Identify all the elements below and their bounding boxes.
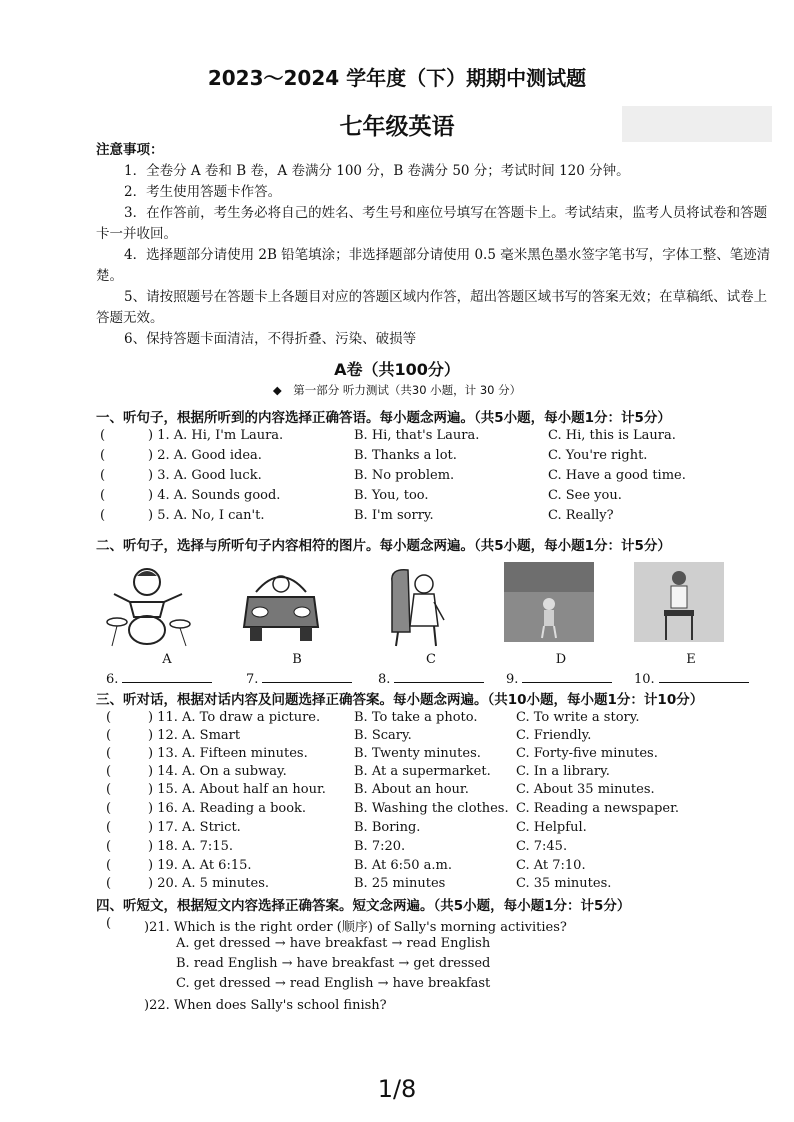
part-a-heading: A卷（共100分） — [334, 360, 460, 379]
notice-item: 1．全卷分 A 卷和 B 卷，A 卷满分 100 分，B 卷满分 50 分；考试时间 120 分钟。 — [124, 163, 630, 179]
picture-label: D — [555, 652, 567, 667]
option-a: ) 16. A. Reading a book. — [148, 801, 307, 816]
page-number: 1/8 — [377, 1075, 417, 1103]
option-b: B. I'm sorry. — [354, 508, 434, 523]
picture-d-photo — [504, 562, 594, 647]
option-a: ) 2. A. Good idea. — [148, 448, 262, 463]
picture-a-drummer — [102, 562, 192, 647]
exam-subtitle: 七年级英语 — [339, 114, 455, 140]
section-3-heading: 三、听对话，根据对话内容及问题选择正确答案。每小题念两遍。（共10小题，每小题1分：计10分） — [96, 692, 704, 708]
question-row: ( ) 13. A. Fifteen minutes. B. Twenty minutes. C. Forty-five minutes. — [106, 746, 658, 761]
notice-heading: 注意事项： — [96, 142, 164, 158]
question-row: ( ) 11. A. To draw a picture. B. To take a photo. C. To write a story. — [106, 710, 640, 725]
option-c: C. Forty-five minutes. — [516, 746, 658, 761]
question-row: ( ) 3. A. Good luck. B. No problem. C. Have a good time. — [100, 468, 686, 483]
notice-item: 2．考生使用答题卡作答。 — [124, 184, 282, 200]
option-c: C. Helpful. — [516, 820, 587, 835]
option-a: A. get dressed → have breakfast → read English — [176, 936, 491, 951]
option-b: B. At 6:50 a.m. — [354, 858, 453, 873]
option-c: C. Hi, this is Laura. — [548, 428, 676, 443]
answer-blank[interactable]: 10. — [634, 670, 749, 687]
question-row: ( ) 17. A. Strict. B. Boring. C. Helpful. — [106, 820, 587, 835]
notice-item: 4．选择题部分请使用 2B 铅笔填涂；非选择题部分请使用 0.5 毫米黑色墨水签字笔书写，字体工整、笔迹清楚。 — [96, 247, 771, 284]
option-b: B. To take a photo. — [354, 710, 478, 725]
answer-blank[interactable]: 8. — [378, 670, 484, 687]
picture-b-car — [236, 562, 326, 647]
option-b: B. Hi, that's Laura. — [354, 428, 480, 443]
option-a: ) 11. A. To draw a picture. — [148, 710, 321, 725]
option-b: B. No problem. — [354, 468, 455, 483]
option-a: ) 13. A. Fifteen minutes. — [148, 746, 308, 761]
notice-block — [96, 140, 776, 350]
notice-item: 5、请按照题号在答题卡上各题目对应的答题区域内作答，超出答题区域书写的答案无效；在草稿纸、试卷上答题无效。 — [96, 289, 768, 326]
option-c: C. To write a story. — [516, 710, 640, 725]
question-21: ( )21. Which is the right order (顺序) of Sally's morning activities? — [106, 916, 567, 935]
option-b: B. Boring. — [354, 820, 421, 835]
answer-blank[interactable]: 6. — [106, 670, 212, 687]
option-a: ) 18. A. 7:15. — [148, 839, 233, 854]
option-c: C. Friendly. — [516, 728, 592, 743]
question-row: ( ) 5. A. No, I can't. B. I'm sorry. C. Really? — [100, 508, 614, 523]
option-a: ) 5. A. No, I can't. — [148, 508, 265, 523]
option-b: B. read English → have breakfast → get dressed — [176, 956, 491, 971]
question-text: )21. Which is the right order (顺序) of Sally's morning activities? — [144, 920, 567, 935]
answer-blank[interactable]: 7. — [246, 670, 352, 687]
option-c: C. get dressed → read English → have breakfast — [176, 976, 491, 991]
option-b: B. At a supermarket. — [354, 764, 491, 779]
option-a: ) 4. A. Sounds good. — [148, 488, 281, 503]
question-row: ( ) 1. A. Hi, I'm Laura. B. Hi, that's Laura. C. Hi, this is Laura. — [100, 428, 676, 443]
option-a: ) 19. A. At 6:15. — [148, 858, 252, 873]
option-b: B. 25 minutes — [354, 876, 446, 891]
option-a: ) 3. A. Good luck. — [148, 468, 262, 483]
option-a: ) 14. A. On a subway. — [148, 764, 287, 779]
option-c: C. Have a good time. — [548, 468, 686, 483]
picture-label: B — [292, 652, 302, 667]
question-text: )22. When does Sally's school finish? — [144, 998, 387, 1013]
question-row: ( ) 18. A. 7:15. B. 7:20. C. 7:45. — [106, 839, 568, 854]
answer-blank[interactable]: 9. — [506, 670, 612, 687]
question-row: ( ) 14. A. On a subway. B. At a supermarket. C. In a library. — [106, 764, 610, 779]
question-row: ( ) 19. A. At 6:15. B. At 6:50 a.m. C. At 7:10. — [106, 858, 586, 873]
question-row: ( ) 16. A. Reading a book. B. Washing the clothes. C. Reading a newspaper. — [106, 801, 680, 816]
option-b: B. Twenty minutes. — [354, 746, 481, 761]
option-c: C. About 35 minutes. — [516, 782, 655, 797]
option-a: ) 12. A. Smart — [148, 728, 241, 743]
option-c: C. See you. — [548, 488, 622, 503]
picture-label: A — [162, 652, 172, 667]
question-row: ( ) 20. A. 5 minutes. B. 25 minutes C. 35 minutes. — [106, 876, 612, 891]
section-1-heading: 一、听句子，根据所听到的内容选择正确答语。每小题念两遍。（共5小题，每小题1分：计5分） — [96, 410, 671, 426]
option-b: B. You, too. — [354, 488, 429, 503]
section-4-heading: 四、听短文，根据短文内容选择正确答案。短文念两遍。（共5小题，每小题1分：计5分） — [96, 898, 631, 914]
option-c: C. You're right. — [548, 448, 648, 463]
option-c: C. 7:45. — [516, 839, 568, 854]
option-a: ) 17. A. Strict. — [148, 820, 241, 835]
section-2-heading: 二、听句子，选择与所听句子内容相符的图片。每小题念两遍。（共5小题，每小题1分：计5分） — [96, 538, 671, 554]
option-c: C. In a library. — [516, 764, 610, 779]
picture-e-photo — [634, 562, 724, 647]
option-b: B. About an hour. — [354, 782, 469, 797]
stamp-area — [622, 106, 772, 142]
exam-title: 2023～2024 学年度（下）期期中测试题 — [207, 66, 587, 90]
option-b: B. 7:20. — [354, 839, 406, 854]
option-c: C. At 7:10. — [516, 858, 586, 873]
question-22 — [96, 998, 776, 1018]
option-b: B. Thanks a lot. — [354, 448, 457, 463]
notice-item: 3．在作答前，考生务必将自己的姓名、考生号和座位号填写在答题卡上。考试结束，监考人员将试卷和答题卡一并收回。 — [96, 205, 768, 242]
option-c: C. Really? — [548, 508, 614, 523]
question-row: ( ) 15. A. About half an hour. B. About an hour. C. About 35 minutes. — [106, 782, 655, 797]
part-1-heading: ◆ 第一部分 听力测试（共30 小题，计 30 分） — [272, 383, 522, 397]
option-a: ) 1. A. Hi, I'm Laura. — [148, 428, 284, 443]
option-a: ) 15. A. About half an hour. — [148, 782, 326, 797]
question-row: ( ) 2. A. Good idea. B. Thanks a lot. C. You're right. — [100, 448, 648, 463]
option-b: B. Washing the clothes. — [354, 801, 509, 816]
question-row: ( ) 12. A. Smart B. Scary. C. Friendly. — [106, 728, 592, 743]
question-row: ( ) 4. A. Sounds good. B. You, too. C. See you. — [100, 488, 622, 503]
option-b: B. Scary. — [354, 728, 412, 743]
picture-label: E — [686, 652, 696, 667]
notice-item: 6、保持答题卡面清洁，不得折叠、污染、破损等 — [124, 331, 417, 347]
option-a: ) 20. A. 5 minutes. — [148, 876, 270, 891]
picture-c-old-woman-chair — [374, 562, 464, 647]
picture-label: C — [426, 652, 436, 667]
option-c: C. 35 minutes. — [516, 876, 612, 891]
option-c: C. Reading a newspaper. — [516, 801, 680, 816]
